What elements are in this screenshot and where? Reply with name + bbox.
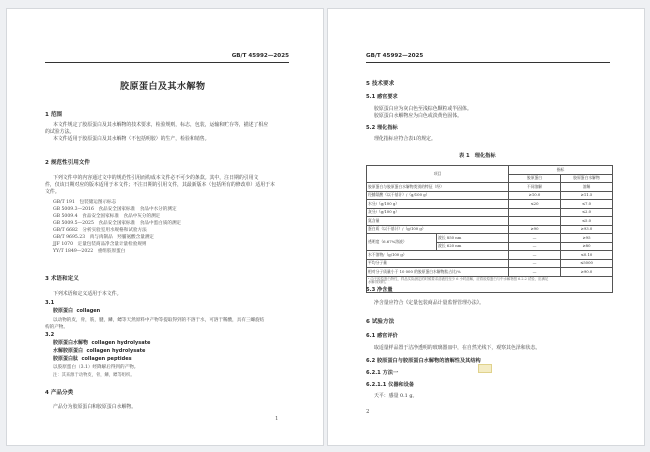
hydrolysate-value: ≥11.5 xyxy=(561,191,613,200)
right-page xyxy=(327,8,645,446)
term-en: collagen hydrolysate xyxy=(86,348,146,354)
hydrolysate-value: ≥80 xyxy=(561,242,613,251)
term-cn: 胶原蛋白 xyxy=(53,308,74,314)
page-number: 1 xyxy=(275,416,279,422)
section-6-heading: 6 试验方法 xyxy=(366,319,395,325)
table-row xyxy=(367,191,613,200)
collagen-value: — xyxy=(509,259,561,268)
reference-item: GB 5009.5—2025 食品安全国家标准 食品中蛋白质的测定 xyxy=(53,221,182,226)
term-cn: 水解胶原蛋白 xyxy=(53,348,84,354)
row-label: 相对分子质量小于 10 000 的胶原蛋白水解物肽占比/% xyxy=(367,268,509,277)
document-title: 胶原蛋白及其水解物 xyxy=(120,82,206,92)
equipment-text: 天平：感量 0.1 g。 xyxy=(374,393,418,399)
table-row xyxy=(367,183,613,192)
sensory-text: 胶原蛋白应为灰白色至浅棕色颗粒或半固体。 xyxy=(374,106,472,112)
collagen-value: 不同溶解 xyxy=(509,183,561,192)
table-caption: 表 1 理化指标 xyxy=(459,153,496,159)
collagen-value xyxy=(509,208,561,217)
header-rule xyxy=(366,62,610,63)
table-header-collagen: 胶原蛋白 xyxy=(509,174,561,183)
physchem-table xyxy=(366,165,613,293)
sensory-text: 胶原蛋白水解物应为白色或淡黄色固体。 xyxy=(374,113,463,119)
section-5-1-heading: 5.1 感官要求 xyxy=(366,94,398,100)
table-footnote-row xyxy=(367,276,613,292)
hydrolysate-value: ≤5.0 xyxy=(561,217,613,226)
classification-text: 产品分为胶原蛋白和胶原蛋白水解物。 xyxy=(53,404,137,410)
row-label: 灰分/（g/100 g） xyxy=(367,208,509,217)
page-number: 2 xyxy=(366,409,370,415)
reference-item: JJF 1070 定量包装商品净含量计量检验规则 xyxy=(53,242,147,247)
references-intro: 文件。 xyxy=(45,189,60,195)
scope-text: 的试验方法。 xyxy=(45,129,75,135)
reference-item: YY/T 1849—2022 重组胶原蛋白 xyxy=(53,249,126,254)
table-note: 水解得到的。 xyxy=(368,279,389,284)
term-en: collagen hydrolysate xyxy=(91,340,151,346)
section-6-1-heading: 6.1 感官评价 xyxy=(366,333,398,339)
terms-intro: 下列术语和定义适用于本文件。 xyxy=(53,291,122,297)
row-sublabel: 波长 850 nm xyxy=(437,234,509,243)
hydrolysate-value: ≤0.10 xyxy=(561,251,613,260)
table-footnote xyxy=(367,276,613,292)
collagen-value: ≥10.0 xyxy=(509,191,561,200)
row-label: 水不溶物/（g/100 g） xyxy=(367,251,509,260)
hydrolysate-value: ≥90.0 xyxy=(561,268,613,277)
term-peptides xyxy=(53,357,132,362)
section-6-2-1-heading: 6.2.1 方法一 xyxy=(366,370,399,376)
reference-item: GB/T 191 包装储运图示标志 xyxy=(53,200,117,205)
row-label: 羟脯氨酸（以干基计）/（g/100 g） xyxy=(367,191,509,200)
table-note: ᵃ 由于胶原蛋白特性，样品实际测定的时候要求溶液经至少 6 小时溶解，应将胶原蛋白与中水解物按 6.2.2 试验，应满足 xyxy=(368,276,549,281)
hydrolysate-value: ≤5000 xyxy=(561,259,613,268)
table-header-indicator: 指标 xyxy=(509,166,613,175)
table-row xyxy=(367,268,613,277)
scope-text: 本文件适用于胶原蛋白及其水解物（不包括明胶）的生产，检验和销售。 xyxy=(53,136,210,142)
collagen-value: ≤20 xyxy=(509,200,561,209)
sensory-eval-text: 取适量样品置于洁净透明的玻璃器皿中，在自然光线下，观察其色泽和状态。 xyxy=(374,345,541,351)
hydrolysate-value: ≥93.0 xyxy=(561,225,613,234)
section-5-heading: 5 技术要求 xyxy=(366,81,395,87)
table-header-row xyxy=(367,166,613,175)
term-en: collagen xyxy=(76,308,101,314)
table-row xyxy=(367,200,613,209)
table-header-item: 项目 xyxy=(367,166,509,183)
hydrolysate-value: ≥95 xyxy=(561,234,613,243)
collagen-value: ≥90 xyxy=(509,225,561,234)
reference-item: GB/T 6682 分析实验室用水规格和试验方法 xyxy=(53,228,147,233)
term-definition: 构的产物。 xyxy=(45,325,68,330)
table-row xyxy=(367,217,613,226)
term-collagen xyxy=(53,309,100,314)
collagen-value: — xyxy=(509,251,561,260)
table-row xyxy=(367,251,613,260)
row-label: 胶原蛋白与胶原蛋白水解物类别的特征（经） xyxy=(367,183,509,192)
section-2-heading: 2 规范性引用文件 xyxy=(45,160,90,166)
term-note: 注：其来源于动物皮，骨，鳞，鳔等组织。 xyxy=(53,373,135,378)
row-label: 水分/（g/100 g） xyxy=(367,200,509,209)
section-6-2-heading: 6.2 胶原蛋白与胶原蛋白水解物的溶解性及其结构 xyxy=(366,358,481,364)
row-label: 蛋白质（以干基计）/（g/100 g） xyxy=(367,225,509,234)
reference-item: GB 5009.3—2016 食品安全国家标准 食品中水分的测定 xyxy=(53,207,177,212)
collagen-value: — xyxy=(509,242,561,251)
scope-text: 本文件规定了胶原蛋白及其水解物的技术要求，检验规则，标志，包装，运输和贮存等，描述了相应 xyxy=(53,122,269,128)
references-intro: 下列文件中的内容通过文中的规范性引用而构成本文件必不可少的条款。其中，注日期的引用文 xyxy=(53,175,259,181)
table-row xyxy=(367,208,613,217)
table-row xyxy=(367,225,613,234)
row-sublabel: 波长 620 nm xyxy=(437,242,509,251)
collagen-value: — xyxy=(509,234,561,243)
term-definition: 以胶原蛋白（3.1）经降解后得到的产物。 xyxy=(53,365,139,370)
collagen-value: — xyxy=(509,268,561,277)
row-label: 透明度（6.67%溶液） xyxy=(367,234,437,251)
left-page xyxy=(6,8,324,446)
term-hydrolysate-alt xyxy=(53,349,145,354)
standard-code: GB/T 45992—2025 xyxy=(231,53,289,59)
hydrolysate-value: ≤2.0 xyxy=(561,208,613,217)
section-3-heading: 3 术语和定义 xyxy=(45,276,79,282)
term-cn: 胶原蛋白水解物 xyxy=(53,340,89,346)
hydrolysate-value: ≤7.0 xyxy=(561,200,613,209)
section-5-3-heading: 5.3 净含量 xyxy=(366,287,393,293)
section-1-heading: 1 范围 xyxy=(45,112,63,118)
section-6-2-1-1-heading: 6.2.1.1 仪器和设备 xyxy=(366,382,415,388)
section-4-heading: 4 产品分类 xyxy=(45,390,74,396)
standard-code: GB/T 45992—2025 xyxy=(366,53,424,59)
table-header-hydrolysate: 胶原蛋白水解物 xyxy=(561,174,613,183)
section-5-2-heading: 5.2 理化指标 xyxy=(366,125,398,131)
row-label: 氮含量 xyxy=(367,217,509,226)
term-en: collagen peptides xyxy=(81,356,132,362)
net-content-text: 净含量应符合《定量包装商品计量监督管理办法》。 xyxy=(374,300,485,306)
term-definition: 以动物的皮，骨，筋，腱，鳞，鳔等天然原料中产物等提取得到的不溶于水，可溶于稀酸，具有三螺旋结 xyxy=(53,318,265,323)
reference-item: GB 5009.4 食品安全国家标准 食品中灰分的测定 xyxy=(53,214,161,219)
term-number: 3.2 xyxy=(45,332,55,338)
table-row xyxy=(367,234,613,243)
term-hydrolysate xyxy=(53,341,150,346)
row-label: 平均分子量 xyxy=(367,259,509,268)
references-intro: 件，仅该日期对应的版本适用于本文件；不注日期的引用文件，其最新版本（包括所有的修改单）适用于本 xyxy=(45,182,275,188)
physchem-text: 理化指标应符合表1的规定。 xyxy=(374,136,436,142)
collagen-value xyxy=(509,217,561,226)
hydrolysate-value: 溶解 xyxy=(561,183,613,192)
reference-item: GB/T 9695.23 肉与肉制品 羟脯氨酸含量测定 xyxy=(53,235,155,240)
term-cn: 胶原蛋白肽 xyxy=(53,356,79,362)
term-number: 3.1 xyxy=(45,300,55,306)
highlight-marker xyxy=(478,364,492,373)
header-rule xyxy=(45,62,289,63)
table-row xyxy=(367,259,613,268)
